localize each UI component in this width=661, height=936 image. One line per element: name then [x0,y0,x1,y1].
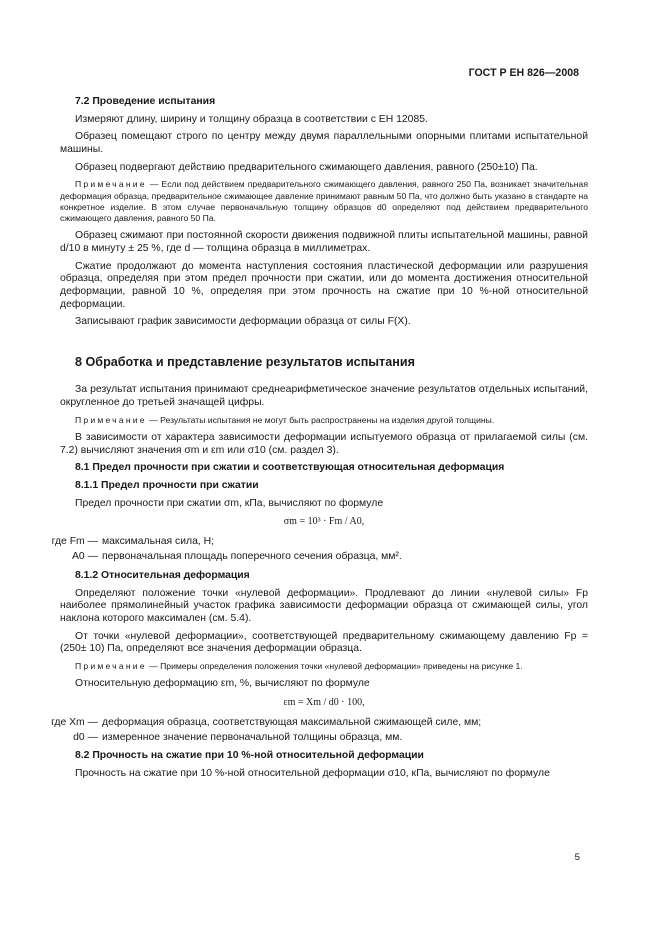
definition-text: первоначальная площадь поперечного сечения образца, мм². [102,551,402,563]
paragraph: Относительную деформацию εm, %, вычисляют по формуле [75,678,370,690]
formula-epsilon-m: εm = Xm / d0 · 100, [283,696,365,708]
section-8-2-heading: 8.2 Прочность на сжатие при 10 %-ной относительной деформации [75,750,424,762]
definition-symbol: d0 — [73,731,98,743]
definition-symbol: A0 — [72,551,98,563]
definition-symbol: где Xm — [51,717,98,729]
definition-text: деформация образца, соответствующая максимальной сжимающей силе, мм; [102,717,482,729]
note-label: Примечание [75,414,147,425]
definitions-list [51,536,588,563]
paragraph: Записывают график зависимости деформации образца от силы F(X). [75,316,411,328]
note-text: — Результаты испытания не могут быть распространены на изделия другой толщины. [146,414,495,425]
note-text: — Если под действием предварительного сжимающего давления, равного 250 Па, возникает значительная деформация образца, предварительное сжимающее давление принимают равным 50 Па, что должно быть указано в стандарте на конкретное изделие. В этом случае первоначальную толщину образцов d0 определяют под действием предварительного сжимающего давления, равного 50 Па. [60,179,588,223]
paragraph: Определяют положение точки «нулевой деформации». Продлевают до линии «нулевой силы» Fp наиболее прямолинейный участок графика зависимости деформации образца от сжимающей силы, угол наклона которого максимален (см. 5.4). [60,587,588,624]
page-number: 5 [574,852,580,863]
paragraph: Образец сжимают при постоянной скорости движения подвижной плиты испытательной машины, равной d/10 в минуту ± 25 %, где d — толщина образца в миллиметрах. [60,230,588,254]
paragraph: Образец помещают строго по центру между двумя параллельными опорными плитами испытательной машины. [60,131,588,156]
paragraph: Прочность на сжатие при 10 %-ной относительной деформации σ10, кПа, вычисляют по формуле [75,768,550,780]
page-content [51,96,588,786]
section-8-1-heading: 8.1 Предел прочности при сжатии и соответствующая относительная деформация [75,462,505,474]
note-text: — Примеры определения положения точки «нулевой деформации» приведены на рисунке 1. [146,660,523,671]
note [60,179,588,224]
paragraph: Сжатие продолжают до момента наступления состояния пластической деформации или разрушения образца, определяя при этом предел прочности при сжатии, или до момента достижения относительной деформации, равной 10 %, определяя при этом прочность на сжатие при 10 %-ной относительной деформации. [60,260,588,310]
definition-row [51,536,588,549]
definition-text: максимальная сила, Н; [102,536,215,548]
paragraph: От точки «нулевой деформации», соответствующей предварительному сжимающему давлению Fp = (250± 10) Па, определяют все значения деформации образца. [60,630,588,655]
definitions-list [51,717,588,744]
definition-symbol: где Fm — [51,536,98,548]
note [60,661,588,672]
note-label: Примечание [75,660,147,671]
note [60,415,588,426]
section-7-2-heading: 7.2 Проведение испытания [75,96,216,107]
paragraph: Предел прочности при сжатии σm, кПа, вычисляют по формуле [75,497,384,509]
definition-text: измеренное значение первоначальной толщины образца, мм. [102,731,403,743]
document-code: ГОСТ Р ЕН 826—2008 [468,67,579,79]
paragraph: Образец подвергают действию предварительного сжимающего давления, равного (250±10) Па. [75,161,538,173]
paragraph: Измеряют длину, ширину и толщину образца в соответствии с ЕН 12085. [75,113,428,125]
formula-sigma-m: σm = 10³ · Fm / A0, [283,516,365,528]
definition-row [60,551,588,564]
paragraph: В зависимости от характера зависимости деформации испытуемого образца от прилагаемой силы (см. 7.2) вычисляют значения σm и εm или σ10 (см. раздел 3). [60,431,588,456]
definition-row [60,732,588,745]
section-8-1-1-heading: 8.1.1 Предел прочности при сжатии [75,479,259,491]
section-8-heading: 8 Обработка и представление результатов испытания [75,354,415,369]
definition-row [51,717,588,730]
section-8-1-2-heading: 8.1.2 Относительная деформация [75,569,250,581]
note-label: Примечание [75,179,147,190]
paragraph: За результат испытания принимают среднеарифметическое значение результатов отдельных испытаний, округленное до третьей значащей цифры. [60,384,588,408]
